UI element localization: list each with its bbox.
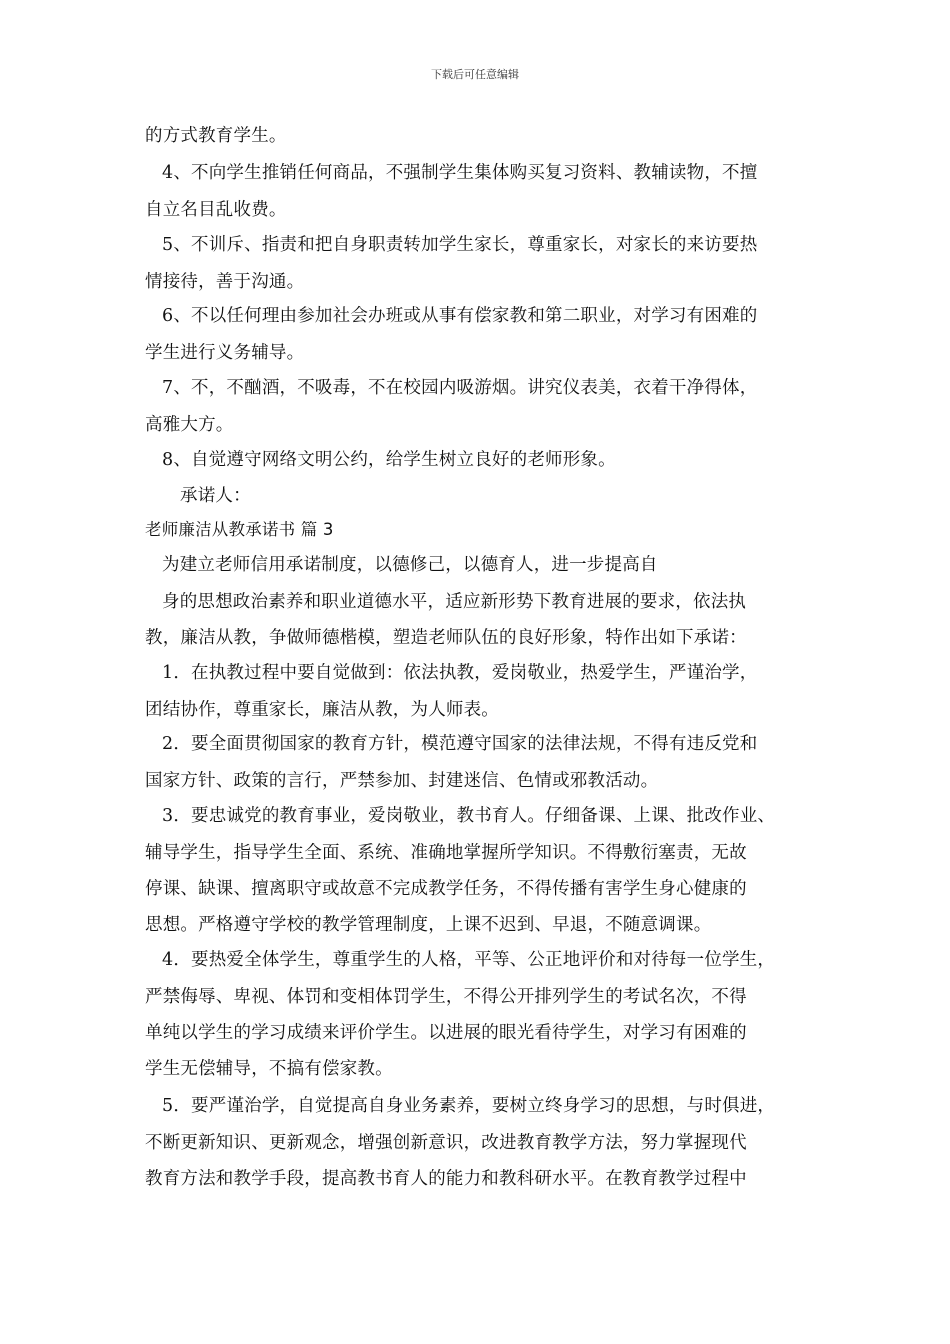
text-line: 不断更新知识、更新观念，增强创新意识，改进教育教学方法，努力掌握现代 (145, 1133, 747, 1153)
text-line: 2．要全面贯彻国家的教育方针，模范遵守国家的法律法规，不得有违反党和 (162, 734, 758, 754)
text-line: 单纯以学生的学习成绩来评价学生。以进展的眼光看待学生，对学习有困难的 (145, 1023, 747, 1043)
text-line: 教育方法和教学手段，提高教书育人的能力和教科研水平。在教育教学过程中 (145, 1169, 747, 1189)
text-line: 的方式教育学生。 (145, 126, 287, 146)
text-line: 8、自觉遵守网络文明公约，给学生树立良好的老师形象。 (162, 450, 616, 470)
text-line: 6、不以任何理由参加社会办班或从事有偿家教和第二职业，对学习有困难的 (162, 306, 758, 326)
text-line: 辅导学生，指导学生全面、系统、准确地掌握所学知识。不得敷衍塞责，无故 (145, 843, 747, 863)
text-line: 国家方针、政策的言行，严禁参加、封建迷信、色情或邪教活动。 (145, 771, 659, 791)
text-line: 5．要严谨治学，自觉提高自身业务素养，要树立终身学习的思想，与时俱进， (162, 1096, 776, 1116)
section-title: 老师廉洁从教承诺书 篇 3 (145, 520, 334, 539)
text-line: 3．要忠诚党的教育事业，爱岗敬业，教书育人。仔细备课、上课、批改作业、 (162, 806, 776, 826)
text-line: 严禁侮辱、卑视、体罚和变相体罚学生，不得公开排列学生的考试名次，不得 (145, 987, 747, 1007)
text-line: 为建立老师信用承诺制度，以德修己，以德育人，进一步提高自 (162, 555, 658, 575)
text-line: 停课、缺课、擅离职守或故意不完成教学任务，不得传播有害学生身心健康的 (145, 879, 747, 899)
text-line: 高雅大方。 (145, 415, 234, 435)
text-line: 7、不，不酗酒，不吸毒，不在校园内吸游烟。讲究仪表美，衣着干净得体， (162, 378, 758, 398)
text-line: 1．在执教过程中要自觉做到：依法执教，爱岗敬业，热爱学生，严谨治学， (162, 663, 758, 683)
page-header: 下载后可任意编辑 (431, 68, 519, 81)
text-line: 教，廉洁从教，争做师德楷模，塑造老师队伍的良好形象，特作出如下承诺： (145, 628, 747, 648)
signer-label: 承诺人： (180, 486, 251, 506)
text-line: 学生无偿辅导，不搞有偿家教。 (145, 1059, 393, 1079)
text-line: 4．要热爱全体学生，尊重学生的人格，平等、公正地评价和对待每一位学生， (162, 950, 776, 970)
text-line: 自立名目乱收费。 (145, 200, 287, 220)
text-line: 团结协作，尊重家长，廉洁从教，为人师表。 (145, 700, 499, 720)
text-line: 身的思想政治素养和职业道德水平，适应新形势下教育进展的要求，依法执 (162, 592, 747, 612)
text-line: 5、不训斥、指责和把自身职责转加学生家长，尊重家长，对家长的来访要热 (162, 235, 758, 255)
text-line: 思想。严格遵守学校的教学管理制度，上课不迟到、早退，不随意调课。 (145, 915, 712, 935)
text-line: 4、不向学生推销任何商品，不强制学生集体购买复习资料、教辅读物，不擅 (162, 163, 758, 183)
text-line: 学生进行义务辅导。 (145, 343, 305, 363)
text-line: 情接待，善于沟通。 (145, 272, 305, 292)
